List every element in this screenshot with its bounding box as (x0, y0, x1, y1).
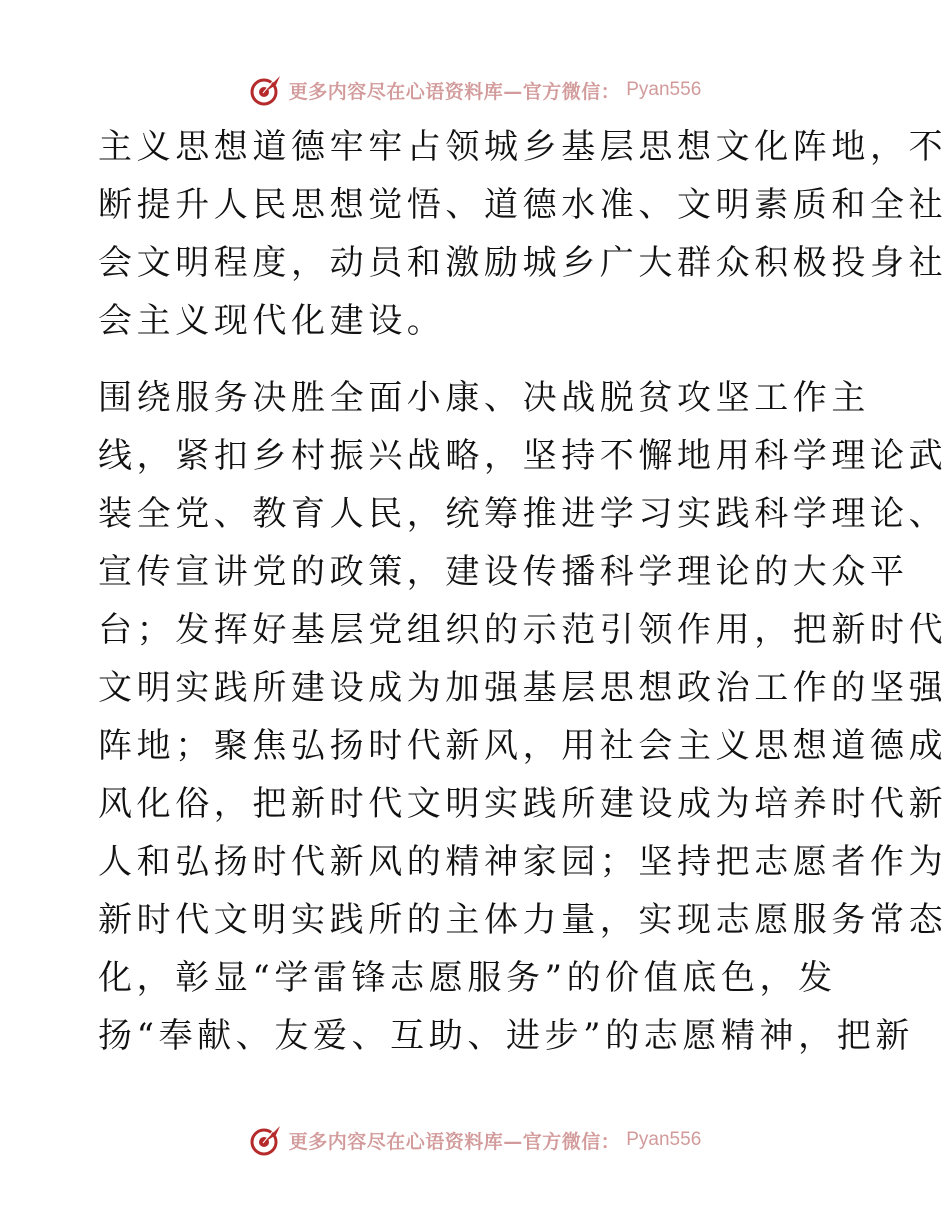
footer-wechat-id: Pyan556 (626, 1129, 702, 1150)
quill-pen-logo-icon (249, 73, 283, 107)
quill-pen-logo-icon (249, 1123, 283, 1157)
footer-banner (0, 1120, 950, 1160)
header-banner (0, 70, 950, 110)
text-line: 断提升人民思想觉悟、道德水准、文明素质和全社 (98, 185, 948, 225)
text-line: 围绕服务决胜全面小康、决战脱贫攻坚工作主 (98, 378, 870, 418)
text-line: 会主义现代化建设。 (98, 301, 446, 341)
text-line: 阵地；聚焦弘扬时代新风，用社会主义思想道德成 (98, 726, 948, 766)
text-line: 人和弘扬时代新风的精神家园；坚持把志愿者作为 (98, 842, 948, 882)
footer-banner-text: 更多内容尽在心语资料库—官方微信： (288, 1130, 621, 1153)
text-line: 化，彰显“学雷锋志愿服务”的价值底色，发 (98, 958, 837, 998)
text-line: 线，紧扣乡村振兴战略，坚持不懈地用科学理论武 (98, 436, 948, 476)
text-line: 文明实践所建设成为加强基层思想政治工作的坚强 (98, 668, 948, 708)
text-line: 主义思想道德牢牢占领城乡基层思想文化阵地，不 (98, 127, 948, 167)
text-line: 风化俗，把新时代文明实践所建设成为培养时代新 (98, 784, 948, 824)
text-line: 装全党、教育人民，统筹推进学习实践科学理论、 (98, 494, 948, 534)
text-line: 台；发挥好基层党组织的示范引领作用，把新时代 (98, 610, 948, 650)
header-banner-text: 更多内容尽在心语资料库—官方微信： (288, 80, 621, 103)
text-line: 会文明程度，动员和激励城乡广大群众积极投身社 (98, 243, 948, 283)
text-line: 宣传宣讲党的政策，建设传播科学理论的大众平 (98, 552, 909, 592)
header-wechat-id: Pyan556 (626, 79, 702, 100)
text-line: 扬“奉献、友爱、互助、进步”的志愿精神，把新 (98, 1016, 914, 1056)
text-line: 新时代文明实践所的主体力量，实现志愿服务常态 (98, 900, 948, 940)
